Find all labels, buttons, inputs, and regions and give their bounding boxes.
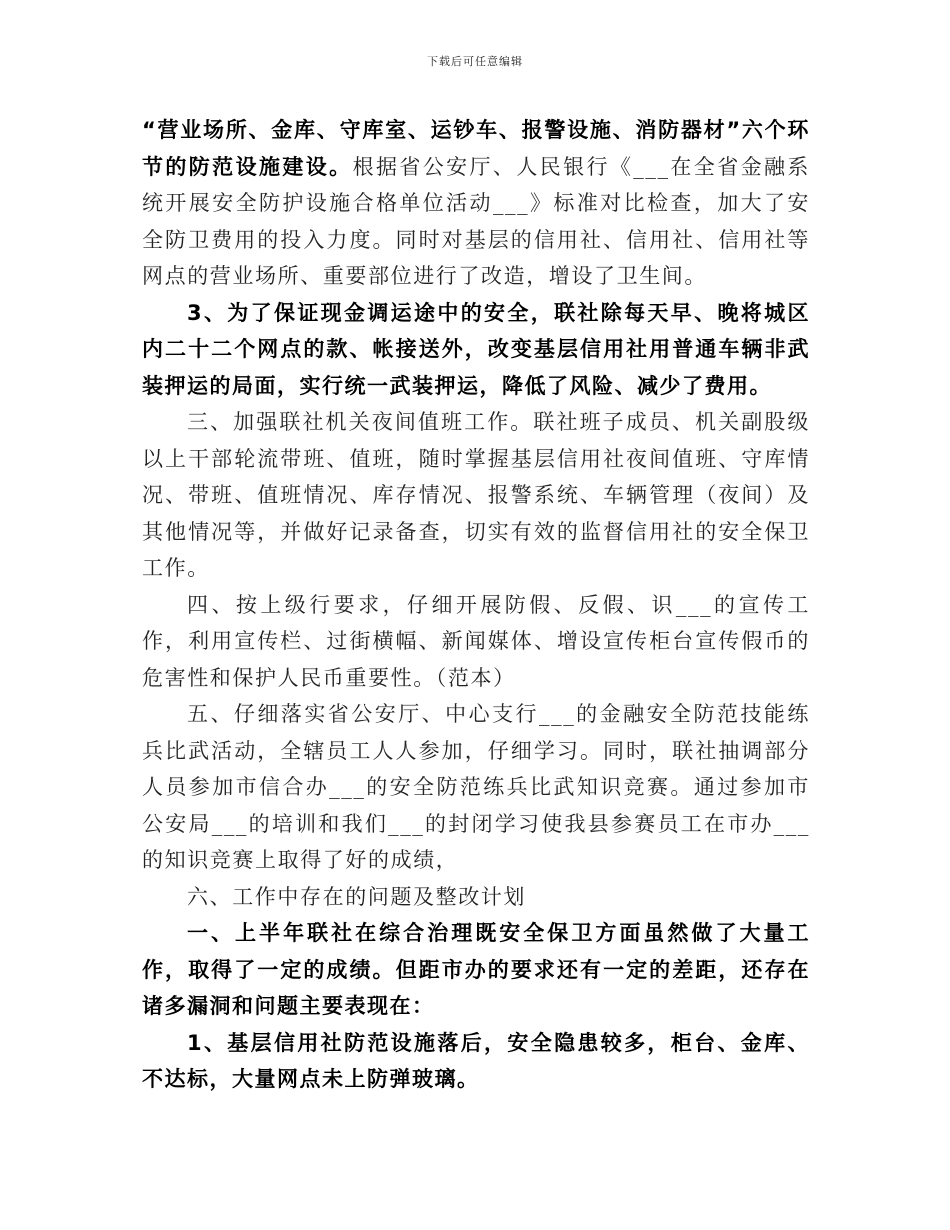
paragraph-counterfeit-campaign: 四、按上级行要求，仔细开展防假、反假、识___的宣传工作，利用宣传栏、过街横幅、新闻媒体、增设宣传柜台宣传假币的危害性和保护人民币重要性。（范本） [142, 592, 810, 690]
paragraph-night-duty: 三、加强联社机关夜间值班工作。联社班子成员、机关副股级以上干部轮流带班、值班，随时掌握基层信用社夜间值班、守库情况、带班、值班情况、库存情况、报警系统、车辆管理（夜间）及其他情况等，并做好记录备查，切实有效的监督信用社的安全保卫工作。 [142, 410, 810, 580]
document-body [142, 112, 810, 1098]
paragraph-facilities [142, 112, 810, 295]
section-heading-problems: 六、工作中存在的问题及整改计划 [187, 884, 526, 909]
paragraph-problems-summary: 一、上半年联社在综合治理既安全保卫方面虽然做了大量工作，取得了一定的成绩。但距市办的要求还有一定的差距，还存在诸多漏洞和问题主要表现在： [142, 921, 810, 1018]
paragraph-skills-competition: 五、仔细落实省公安厅、中心支行___的金融安全防范技能练兵比武活动，全辖员工人人参加，仔细学习。同时，联社抽调部分人员参加市信合办___的安全防范练兵比武知识竞赛。通过参加市公安局___的培训和我们___的封闭学习使我县参赛员工在市办___的知识竞赛上取得了好的成绩， [142, 702, 810, 872]
paragraph-facilities-text: 根据省公安厅、人民银行《___在全省金融系统开展安全防护设施合格单位活动___》标准对比检查，加大了安全防卫费用的投入力度。同时对基层的信用社、信用社、信用社等网点的营业场所、重要部位进行了改造，增设了卫生间。 [142, 154, 810, 288]
paragraph-cash-transport: 3、为了保证现金调运途中的安全，联社除每天早、晚将城区内二十二个网点的款、帐接送外，改变基层信用社用普通车辆非武装押运的局面，实行统一武装押运，降低了风险、减少了费用。 [142, 300, 810, 398]
page-header: 下载后可任意编辑 [427, 55, 523, 68]
paragraph-problem-1: 1、基层信用社防范设施落后，安全隐患较多，柜台、金库、不达标，大量网点未上防弹玻璃。 [142, 1030, 810, 1091]
paragraph-facilities-lead: “营业场所、金库、守库室、运钞车、报警设施、消防器材”六个环节的防范设施建设。 [142, 118, 810, 179]
